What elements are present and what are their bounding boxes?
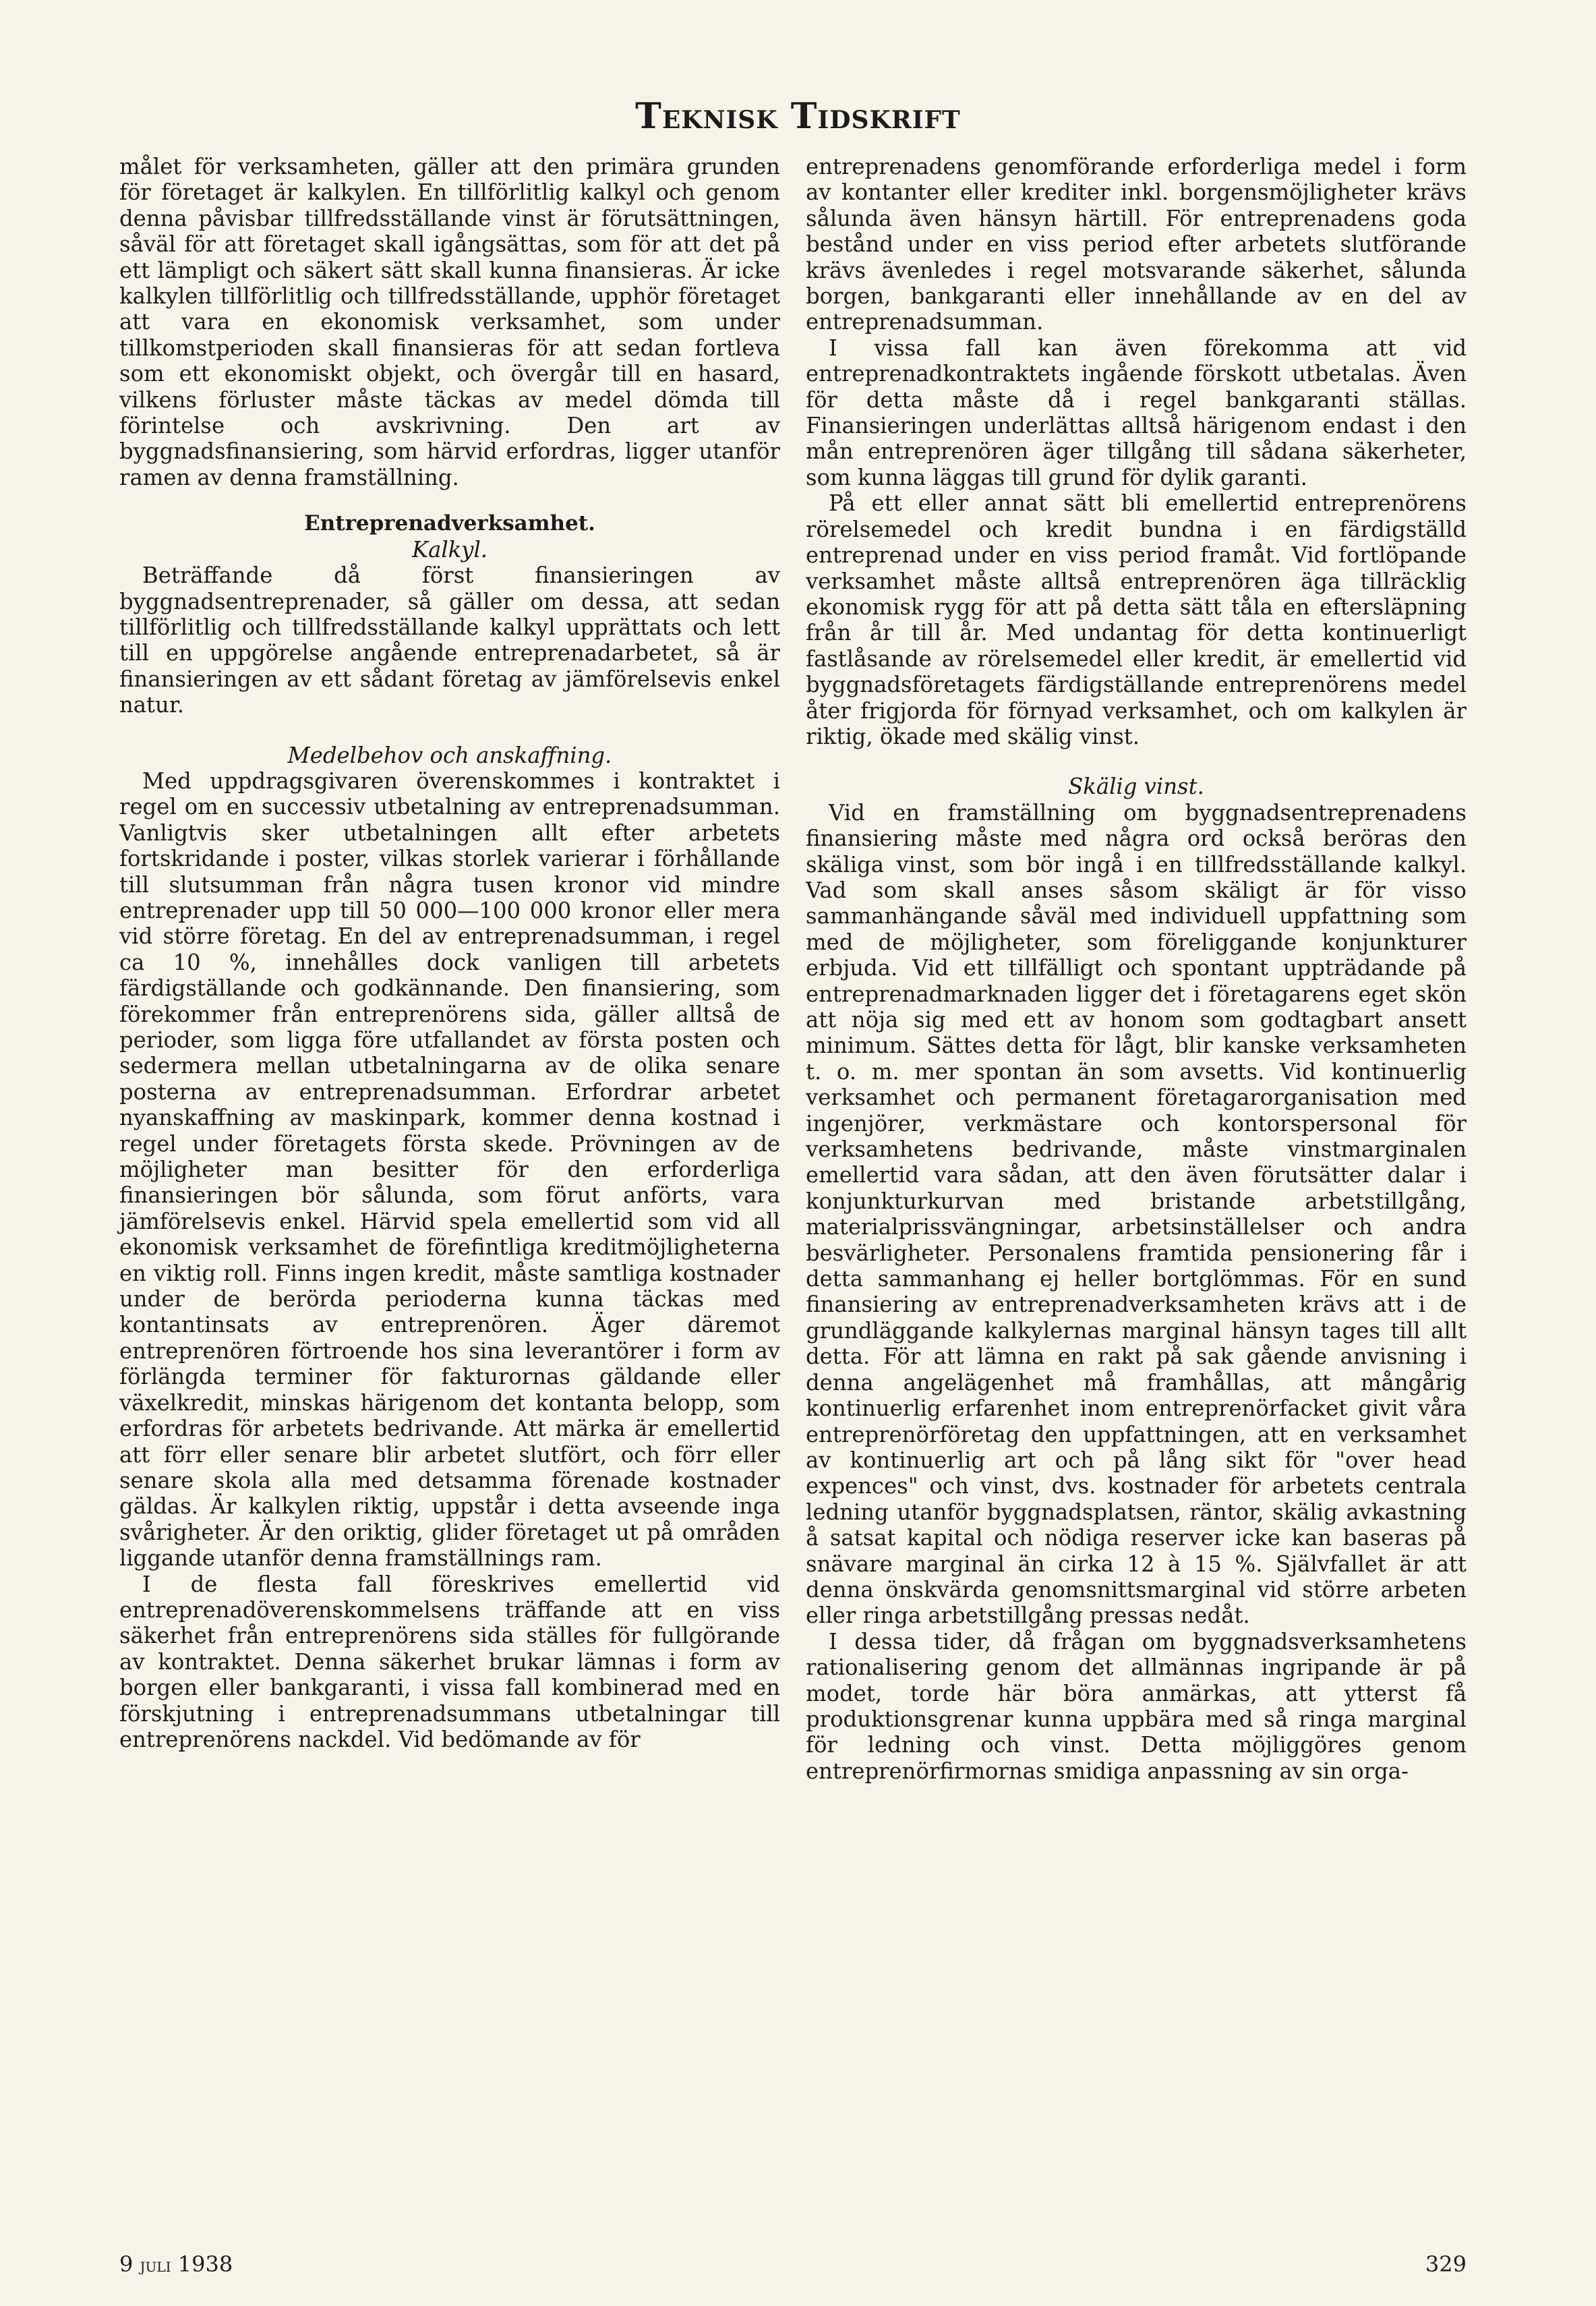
subheading-skalig-vinst: Skälig vinst. xyxy=(1068,774,1204,800)
subheading-kalkyl: Kalkyl. xyxy=(411,536,488,563)
paragraph: I dessa tider, då frågan om byggnadsverksamhetens rationalisering genom det allmännas ingripande är på modet, torde här böra anmärkas, att ytterst få produktionsgrenar kunna uppbära med så ringa marginal för ledning och vinst. Detta möjliggöres genom entreprenörfirmornas smidiga anpassning av sin orga- xyxy=(806,1628,1467,1784)
paragraph: entreprenadens genomförande erforderliga medel i form av kontanter eller krediter inkl. borgensmöjligheter krävs sålunda även hänsyn härtill. För entreprenadens goda bestånd under en viss period efter arbetets slutförande krävs ävenledes i regel motsvarande säkerhet, sålunda borgen, bankgaranti eller innehållande av en del av entreprenadsumman. xyxy=(806,154,1467,335)
left-column xyxy=(119,154,780,1752)
paragraph: I vissa fall kan även förekomma att vid entreprenadkontraktets ingående förskott utbetalas. Även för detta måste då i regel bankgaranti ställas. Finansieringen underlättas alltså härigenom endast i den mån entreprenören äger tillgång till sådana säkerheter, som kunna läggas till grund för dylik garanti. xyxy=(806,335,1467,490)
paragraph: Med uppdragsgivaren överenskommes i kontraktet i regel om en successiv utbetalning av entreprenadsumman. Vanligtvis sker utbetalningen allt efter arbetets fortskridande i poster, vilkas storlek varierar i förhållande till slutsumman från några tusen kronor vid mindre entreprenader upp till 50 000—100 000 kronor eller mera vid större företag. En del av entreprenadsumman, i regel ca 10 %, innehålles dock vanligen till arbetets färdigställande och godkännande. Den finansiering, som förekommer från entreprenörens sida, gäller alltså de perioder, som ligga före utfallandet av första posten och sedermera mellan utbetalningarna av de olika senare posterna av entreprenadsumman. Erfordrar arbetet nyanskaffning av maskinpark, kommer denna kostnad i regel under företagets första skede. Prövningen av de möjligheter man besitter för den erforderliga finansieringen bör sålunda, som förut anförts, vara jämförelsevis enkel. Härvid spela emellertid som vid all ekonomisk verksamhet de förefintliga kreditmöjligheterna en viktig roll. Finns ingen kredit, måste samtliga kostnader under de berörda perioderna kunna täckas med kontantinsats av entreprenören. Äger däremot entreprenören förtroende hos sina leverantörer i form av förlängda terminer för fakturornas gäldande eller växelkredit, minskas härigenom det kontanta belopp, som erfordras för arbetets bedrivande. Att märka är emellertid att förr eller senare blir arbetet slutfört, och förr eller senare skola alla med detsamma förenade kostnader gäldas. Är kalkylen riktig, uppstår i detta avseende inga svårigheter. Är den oriktig, glider företaget ut på områden liggande utanför denna framställnings ram. xyxy=(119,768,780,1572)
issue-day: 9 xyxy=(119,2251,134,2277)
paragraph: målet för verksamheten, gäller att den primära grunden för företaget är kalkylen. En tillförlitlig kalkyl och genom denna påvisbar tillfredsställande vinst är förutsättningen, såväl för att företaget skall igångsättas, som för att det på ett lämpligt och säkert sätt skall kunna finansieras. Är icke kalkylen tillförlitlig och tillfredsställande, upphör företaget att vara en ekonomisk verksamhet, som under tillkomstperioden skall finansieras för att sedan fortleva som ett ekonomiskt objekt, och övergår till en hasard, vilkens förluster måste täckas av medel dömda till förintelse och avskrivning. Den art av byggnadsfinansiering, som härvid erfordras, ligger utanför ramen av denna framställning. xyxy=(119,154,780,490)
paragraph: I de flesta fall föreskrives emellertid vid entreprenadöverenskommelsens träffande att en viss säkerhet från entreprenörens sida ställes för fullgörande av kontraktet. Denna säkerhet brukar lämnas i form av borgen eller bankgaranti, i vissa fall kombinerad med en förskjutning i entreprenadsummans utbetalningar till entreprenörens nackdel. Vid bedömande av för xyxy=(119,1571,780,1752)
masthead-title: Teknisk Tidskrift xyxy=(635,96,961,137)
issue-date xyxy=(119,2251,233,2277)
subheading-medelbehov: Medelbehov och anskaffning. xyxy=(287,742,612,768)
issue-year: 1938 xyxy=(177,2251,233,2277)
issue-month: juli xyxy=(140,2254,171,2276)
page-number: 329 xyxy=(1425,2251,1467,2277)
paragraph: Vid en framställning om byggnadsentreprenadens finansiering måste med några ord också beröras den skäliga vinst, som bör ingå i en tillfredsställande kalkyl. Vad som skall anses såsom skäligt är för visso sammanhängande såväl med individuell uppfattning som med de möjligheter, som föreliggande konjunkturer erbjuda. Vid ett tillfälligt och spontant uppträdande på entreprenadmarknaden ligger det i företagarens eget skön att nöja sig med ett av honom som godtagbart ansett minimum. Sättes detta för lågt, blir kanske verksamheten t. o. m. mer spontan än som avsetts. Vid kontinuerlig verksamhet och permanent företagarorganisation med ingenjörer, verkmästare och kontorspersonal för verksamhetens bedrivande, måste vinstmarginalen emellertid vara sådan, att den även förutsätter dalar i konjunkturkurvan med bristande arbetstillgång, materialprissvängningar, arbetsinställelser och andra besvärligheter. Personalens framtida pensionering får i detta sammanhang ej heller bortglömmas. För en sund finansiering av entreprenadverksamheten krävs att i de grundläggande kalkylernas marginal hänsyn tages till allt detta. För att lämna en rakt på sak gående anvisning i denna angelägenhet må framhållas, att mångårig kontinuerlig erfarenhet inom entreprenörfacket givit våra entreprenörföretag den uppfattningen, att en verksamhet av kontinuerlig art och på lång sikt för "over head expences" och vinst, dvs. kostnader för arbetets centrala ledning utanför byggnadsplatsen, räntor, skälig avkastning å satsat kapital och nödiga reserver icke kan baseras på snävare marginal än cirka 12 à 15 %. Självfallet är att denna önskvärda genomsnittsmarginal vid större arbeten eller ringa arbetstillgång pressas nedåt. xyxy=(806,799,1467,1629)
right-column xyxy=(806,154,1467,1784)
section-heading: Entreprenadverksamhet. xyxy=(304,511,595,536)
paragraph: På ett eller annat sätt bli emellertid entreprenörens rörelsemedel och kredit bundna i en färdigställd entreprenad under en viss period framåt. Vid fortlöpande verksamhet måste alltså entreprenören äga tillräcklig ekonomisk rygg för att på detta sätt tåla en eftersläpning från år till år. Med undantag för detta kontinuerligt fastlåsande av rörelsemedel eller kredit, är emellertid vid byggnadsföretagets färdigställande entreprenörens medel åter frigjorda för förnyad verksamhet, och om kalkylen är riktig, ökade med skälig vinst. xyxy=(806,490,1467,749)
paragraph: Beträffande då först finansieringen av byggnadsentreprenader, så gäller om dessa, att sedan tillförlitlig och tillfredsställande kalkyl upprättats och lett till en uppgörelse angående entreprenadarbetet, så är finansieringen av ett sådant företag av jämförelsevis enkel natur. xyxy=(119,563,780,718)
